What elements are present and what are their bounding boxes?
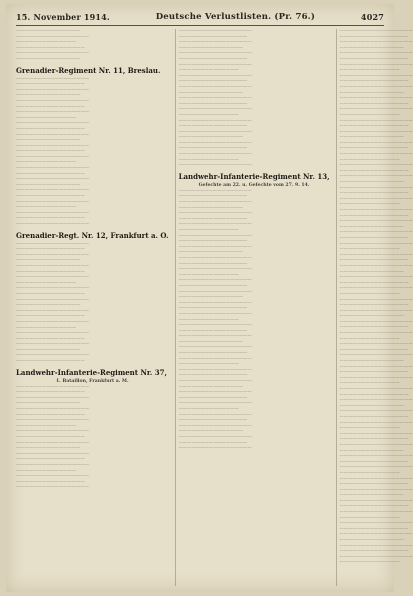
text-line: ————————————————— bbox=[16, 51, 90, 57]
text-line: ———————————————— bbox=[339, 79, 409, 85]
text-line: ———————————————— bbox=[339, 437, 409, 443]
text-line: ————————————————— bbox=[339, 342, 413, 348]
text-line: ———————————————— bbox=[339, 325, 409, 331]
text-line: ————————————————— bbox=[178, 188, 252, 194]
text-line: ———————————————— bbox=[16, 269, 85, 275]
text-line: ———————————————— bbox=[178, 79, 248, 85]
text-line: ———————————————— bbox=[16, 82, 85, 88]
text-line: ———————————————— bbox=[16, 171, 85, 177]
text-line: ————————————————— bbox=[339, 331, 413, 337]
text-line: ————————————————— bbox=[339, 398, 413, 404]
text-line: ———————————————— bbox=[178, 261, 248, 267]
text-line: ———————————————— bbox=[16, 457, 85, 463]
text-line: ————————————————— bbox=[178, 211, 252, 217]
text-line: ——————————————— bbox=[16, 401, 81, 407]
column-3 bbox=[336, 29, 413, 586]
text-line: ————————————————— bbox=[16, 34, 90, 40]
text-line: ————————————————— bbox=[178, 140, 252, 146]
text-line: ————————————————— bbox=[339, 364, 413, 370]
text-line: ——————————————— bbox=[16, 93, 81, 99]
text-line: ————————————————— bbox=[178, 152, 252, 158]
text-line: ———————————————— bbox=[178, 395, 248, 401]
text-line: ———————————————— bbox=[16, 314, 85, 320]
text-line: ————————————————— bbox=[339, 510, 413, 516]
text-line: ————————————————— bbox=[339, 375, 413, 381]
header-title: Deutsche Verlustlisten. (Pr. 76.) bbox=[155, 12, 316, 22]
text-line: ——————————————— bbox=[16, 347, 81, 353]
text-line: ———————————————— bbox=[339, 124, 409, 130]
text-line: ——————————————— bbox=[178, 295, 244, 301]
text-line: ————————————————— bbox=[16, 286, 90, 292]
text-line: ——————————————— bbox=[178, 250, 244, 256]
text-line: ———————————————— bbox=[178, 34, 248, 40]
text-line: ————————————————— bbox=[178, 163, 252, 169]
text-line: ————————————————— bbox=[178, 267, 252, 273]
text-line: ————————————————— bbox=[339, 387, 413, 392]
text-line: —————————————— bbox=[16, 325, 77, 331]
text-line: ————————————————— bbox=[339, 62, 413, 68]
text-line: —————————————— bbox=[339, 470, 400, 476]
section-heading: Landwehr-Infanterie-Regiment Nr. 37, bbox=[16, 367, 167, 377]
text-line: ————————————————— bbox=[339, 521, 413, 527]
text-line: ———————————————— bbox=[178, 440, 248, 446]
text-line: —————————————— bbox=[339, 247, 400, 253]
text-line: ———————————————— bbox=[16, 126, 85, 132]
text-line: ————————————————— bbox=[339, 454, 413, 460]
text-line: ————————————————— bbox=[339, 230, 413, 236]
text-line: ——————————————— bbox=[339, 493, 404, 499]
text-line: ——————————————— bbox=[16, 138, 81, 144]
text-line: ————————————————— bbox=[339, 96, 413, 102]
text-line: ————————————————— bbox=[339, 185, 413, 191]
text-line: ———————————————— bbox=[178, 101, 248, 107]
text-line: ————————————————— bbox=[178, 96, 252, 102]
text-line: ———————————————— bbox=[339, 482, 409, 488]
text-line: ———————————————— bbox=[339, 526, 409, 532]
text-line: ———————————————— bbox=[339, 392, 409, 398]
text-line: —————————————— bbox=[16, 280, 77, 286]
text-line: ————————————————— bbox=[178, 311, 252, 317]
text-line: ————————————————— bbox=[16, 308, 90, 314]
text-line: ————————————————— bbox=[178, 379, 252, 385]
text-line: ——————————————— bbox=[339, 448, 404, 454]
text-line: ———————————————— bbox=[16, 336, 85, 342]
text-line: ————————————————— bbox=[339, 40, 413, 46]
text-line: ————————————————— bbox=[178, 345, 252, 351]
text-line: ———————————————— bbox=[178, 56, 248, 62]
text-line: ——————————————— bbox=[178, 135, 244, 141]
text-line: ———————————————— bbox=[339, 191, 409, 197]
text-line: ———————————————— bbox=[16, 149, 85, 155]
header-page-number: 4027 bbox=[360, 12, 384, 22]
text-line: —————————————— bbox=[16, 468, 77, 474]
text-line: ————————————————— bbox=[178, 334, 252, 340]
text-line: ———————————————— bbox=[178, 283, 248, 289]
text-line: ————————————————— bbox=[339, 196, 413, 202]
text-line: ————————————————— bbox=[178, 84, 252, 90]
text-line: ————————————————— bbox=[178, 446, 252, 452]
text-line: ————————————————— bbox=[16, 188, 90, 194]
text-line: ——————————————— bbox=[339, 135, 404, 141]
text-line: ——————————————— bbox=[178, 384, 244, 390]
text-line: ——————————————— bbox=[16, 182, 81, 188]
text-line: ————————————————— bbox=[339, 51, 413, 57]
text-line: ————————————————— bbox=[178, 412, 252, 418]
text-line: —————————————— bbox=[339, 426, 400, 432]
text-line: —————————————— bbox=[178, 272, 239, 278]
text-line: ———————————————— bbox=[16, 412, 85, 418]
text-line: ————————————————— bbox=[339, 498, 413, 504]
text-line: ——————————————— bbox=[339, 224, 404, 230]
text-line: ——————————————— bbox=[339, 269, 404, 275]
text-line: ————————————————— bbox=[339, 129, 413, 135]
text-line: ————————————————— bbox=[339, 219, 413, 225]
text-line: ————————————————— bbox=[16, 429, 90, 435]
text-line: ————————————————— bbox=[339, 543, 413, 549]
text-line: ————————————————— bbox=[178, 300, 252, 306]
text-line: —————————————— bbox=[16, 160, 77, 166]
column-2 bbox=[175, 29, 330, 586]
text-line: ————————————————— bbox=[339, 487, 413, 493]
page-header bbox=[16, 10, 384, 24]
text-line: ————————————————— bbox=[16, 110, 90, 116]
text-line: ———————————————— bbox=[339, 235, 409, 241]
text-line: —————————————— bbox=[178, 68, 239, 74]
text-line: ——————————————— bbox=[339, 314, 404, 320]
text-line: ————————————————— bbox=[178, 367, 252, 373]
text-line: ———————————————— bbox=[16, 479, 85, 485]
text-line: ————————————————— bbox=[339, 465, 413, 471]
text-line: ———————————————— bbox=[178, 373, 248, 379]
text-line: ————————————————— bbox=[16, 384, 90, 390]
text-line: ———————————————— bbox=[339, 504, 409, 510]
text-line: —————————————— bbox=[178, 112, 239, 118]
text-line: —————————————— bbox=[16, 40, 77, 46]
text-line: ———————————————— bbox=[339, 303, 409, 309]
text-line: ————————————————— bbox=[339, 241, 413, 247]
columns bbox=[16, 29, 413, 586]
text-line: ——————————————— bbox=[16, 29, 81, 34]
text-line: ——————————————— bbox=[339, 45, 404, 51]
text-line: ————————————————— bbox=[16, 210, 90, 216]
text-line: ————————————————— bbox=[16, 87, 90, 93]
text-line: ————————————————— bbox=[178, 356, 252, 362]
text-line: ——————————————— bbox=[178, 90, 244, 96]
text-line: ———————————————— bbox=[339, 258, 409, 264]
text-line: ————————————————— bbox=[16, 485, 90, 491]
text-line: ————————————————— bbox=[178, 323, 252, 329]
text-line: ————————————————— bbox=[178, 255, 252, 261]
text-line: —————————————— bbox=[339, 68, 400, 74]
text-line: ——————————————— bbox=[178, 45, 244, 51]
text-line: ————————————————— bbox=[178, 390, 252, 396]
text-line: ————————————————— bbox=[16, 395, 90, 401]
text-line: ————————————————— bbox=[339, 286, 413, 292]
text-line: —————————————— bbox=[339, 291, 400, 297]
text-line: ———————————————— bbox=[339, 347, 409, 353]
text-line: ———————————————— bbox=[16, 291, 85, 297]
text-line: ————————————————— bbox=[178, 107, 252, 113]
text-line: ————————————————— bbox=[339, 252, 413, 258]
text-line: ————————————————— bbox=[339, 554, 413, 560]
text-line: ——————————————— bbox=[16, 258, 81, 264]
text-line: —————————————— bbox=[339, 560, 400, 566]
text-line: ———————————————— bbox=[16, 45, 85, 51]
text-line: —————————————— bbox=[339, 381, 400, 387]
text-line: —————————————— bbox=[16, 205, 77, 211]
text-line: ————————————————— bbox=[16, 474, 90, 480]
text-line: ————————————————— bbox=[16, 297, 90, 303]
text-line: ————————————————— bbox=[178, 222, 252, 228]
text-line: ————————————————— bbox=[178, 118, 252, 124]
text-line: ——————————————— bbox=[339, 403, 404, 409]
text-line: ————————————————— bbox=[178, 129, 252, 135]
text-line: ————————————————— bbox=[178, 40, 252, 46]
text-line: —————————————— bbox=[16, 115, 77, 121]
text-line: —————————————— bbox=[339, 515, 400, 521]
text-line: ————————————————— bbox=[178, 244, 252, 250]
text-line: ————————————————— bbox=[16, 76, 90, 82]
text-line: ————————————————— bbox=[16, 241, 90, 247]
text-line: ————————————————— bbox=[339, 152, 413, 158]
section-subheading: 1. Bataillon, Frankfurt a. M. bbox=[55, 378, 129, 384]
text-line: ————————————————— bbox=[16, 462, 90, 468]
text-line: ————————————————— bbox=[16, 199, 90, 205]
header-date: 15. November 1914. bbox=[16, 12, 110, 22]
text-line: ————————————————— bbox=[16, 331, 90, 337]
text-line: ————————————————— bbox=[339, 442, 413, 448]
text-line: ————————————————— bbox=[339, 532, 413, 538]
text-line: ————————————————— bbox=[16, 121, 90, 127]
text-line: —————————————— bbox=[339, 112, 400, 118]
text-line: ———————————————— bbox=[178, 239, 248, 245]
text-line: ——————————————— bbox=[339, 359, 404, 365]
text-line: ———————————————— bbox=[16, 359, 85, 365]
text-line: ————————————————— bbox=[178, 423, 252, 429]
text-line: ———————————————— bbox=[339, 56, 409, 62]
text-line: ————————————————— bbox=[339, 107, 413, 113]
text-line: ——————————————— bbox=[339, 90, 404, 96]
text-line: ————————————————— bbox=[16, 319, 90, 325]
text-line: ————————————————— bbox=[16, 98, 90, 104]
text-line: —————————————— bbox=[339, 157, 400, 163]
text-line: ———————————————— bbox=[339, 213, 409, 219]
text-line: ———————————————— bbox=[178, 351, 248, 357]
text-line: ————————————————— bbox=[339, 84, 413, 90]
section-heading: Landwehr-Infanterie-Regiment Nr. 13, bbox=[178, 171, 330, 181]
text-line: ————————————————— bbox=[178, 62, 252, 68]
text-line: ———————————————— bbox=[178, 328, 248, 334]
text-line: ————————————————— bbox=[339, 308, 413, 314]
text-line: ————————————————— bbox=[16, 451, 90, 457]
text-line: ————————————————— bbox=[339, 476, 413, 482]
text-line: ————————————————— bbox=[16, 143, 90, 149]
section-heading: Grenadier-Regiment Nr. 11, Breslau. bbox=[16, 65, 161, 75]
text-line: ————————————————— bbox=[16, 166, 90, 172]
text-line: ————————————————— bbox=[16, 353, 90, 359]
text-line: ———————————————— bbox=[339, 168, 409, 174]
text-line: ————————————————— bbox=[16, 440, 90, 446]
text-line: ———————————————— bbox=[178, 216, 248, 222]
section-subheading: Gefechte am 22. u. Gefechte vom 27. 9. 14. bbox=[198, 182, 310, 188]
text-line: ————————————————— bbox=[178, 233, 252, 239]
text-line: ————————————————— bbox=[339, 163, 413, 169]
text-line: ———————————————— bbox=[339, 370, 409, 376]
text-line: ———————————————— bbox=[178, 418, 248, 424]
text-line: ———————————————— bbox=[339, 459, 409, 465]
text-line: ———————————————— bbox=[339, 101, 409, 107]
text-line: ————————————————— bbox=[339, 275, 413, 281]
text-line: ————————————————— bbox=[16, 252, 90, 258]
text-line: ————————————————— bbox=[16, 177, 90, 183]
text-line: ————————————————— bbox=[16, 275, 90, 281]
text-line: ————————————————— bbox=[178, 73, 252, 79]
text-line: ———————————————— bbox=[16, 194, 85, 200]
text-line: ————————————————— bbox=[16, 263, 90, 269]
text-line: ——————————————— bbox=[178, 339, 244, 345]
text-line: ——————————————— bbox=[16, 56, 81, 62]
header-rule bbox=[16, 25, 384, 26]
text-line: ————————————————— bbox=[16, 132, 90, 138]
text-line: ———————————————— bbox=[339, 414, 409, 420]
text-line: ——————————————— bbox=[339, 538, 404, 544]
newspaper-page bbox=[6, 4, 413, 592]
text-line: ———————————————— bbox=[16, 435, 85, 440]
text-line: ————————————————— bbox=[16, 154, 90, 160]
text-line: ————————————————— bbox=[16, 418, 90, 424]
text-line: —————————————— bbox=[339, 336, 400, 342]
text-line: ———————————————— bbox=[16, 104, 85, 110]
section-heading: Grenadier-Regt. Nr. 12, Frankfurt a. O. bbox=[16, 230, 169, 240]
text-line: ——————————————— bbox=[178, 429, 244, 435]
text-line: ————————————————— bbox=[339, 297, 413, 303]
text-line: ————————————————— bbox=[339, 431, 413, 437]
text-line: ————————————————— bbox=[339, 174, 413, 180]
text-line: ————————————————— bbox=[339, 29, 413, 34]
text-line: ——————————————— bbox=[16, 446, 81, 452]
text-line: —————————————— bbox=[339, 202, 400, 208]
text-line: ————————————————— bbox=[339, 73, 413, 79]
text-line: ———————————————— bbox=[16, 216, 85, 222]
text-line: —————————————— bbox=[178, 407, 239, 412]
text-line: ————————————————— bbox=[339, 409, 413, 415]
text-line: ———————————————— bbox=[339, 549, 409, 555]
text-line: ———————————————— bbox=[178, 124, 248, 130]
text-line: —————————————— bbox=[178, 317, 239, 323]
text-line: ———————————————— bbox=[16, 247, 85, 253]
text-line: ————————————————— bbox=[178, 434, 252, 440]
text-line: —————————————— bbox=[16, 423, 77, 429]
column-1 bbox=[16, 29, 169, 586]
text-line: ——————————————— bbox=[178, 205, 244, 211]
text-line: ———————————————— bbox=[16, 390, 85, 396]
text-line: ————————————————— bbox=[178, 401, 252, 407]
text-line: ————————————————— bbox=[178, 278, 252, 284]
text-line: ———————————————— bbox=[339, 280, 409, 286]
text-line: ————————————————— bbox=[178, 29, 252, 34]
text-line: ——————————————— bbox=[16, 303, 81, 309]
text-line: ————————————————— bbox=[16, 342, 90, 348]
text-line: ————————————————— bbox=[339, 140, 413, 146]
text-line: ——————————————— bbox=[339, 180, 404, 186]
text-line: ————————————————— bbox=[178, 289, 252, 295]
text-line: ————————————————— bbox=[178, 200, 252, 206]
text-line: ————————————————— bbox=[339, 263, 413, 269]
text-line: ————————————————— bbox=[339, 208, 413, 213]
text-line: —————————————— bbox=[178, 157, 239, 163]
text-line: ————————————————— bbox=[339, 319, 413, 325]
text-line: ————————————————— bbox=[178, 51, 252, 57]
text-line: ————————————————— bbox=[16, 222, 90, 227]
text-line: —————————————— bbox=[178, 362, 239, 368]
text-line: —————————————— bbox=[178, 228, 239, 233]
text-line: ———————————————— bbox=[178, 146, 248, 152]
text-line: ———————————————— bbox=[339, 146, 409, 152]
text-line: ————————————————— bbox=[339, 420, 413, 426]
text-line: ————————————————— bbox=[16, 407, 90, 413]
text-line: ———————————————— bbox=[178, 194, 248, 200]
text-line: ———————————————— bbox=[178, 306, 248, 312]
text-line: ————————————————— bbox=[339, 353, 413, 359]
text-line: ———————————————— bbox=[339, 34, 409, 40]
text-line: ————————————————— bbox=[339, 118, 413, 124]
